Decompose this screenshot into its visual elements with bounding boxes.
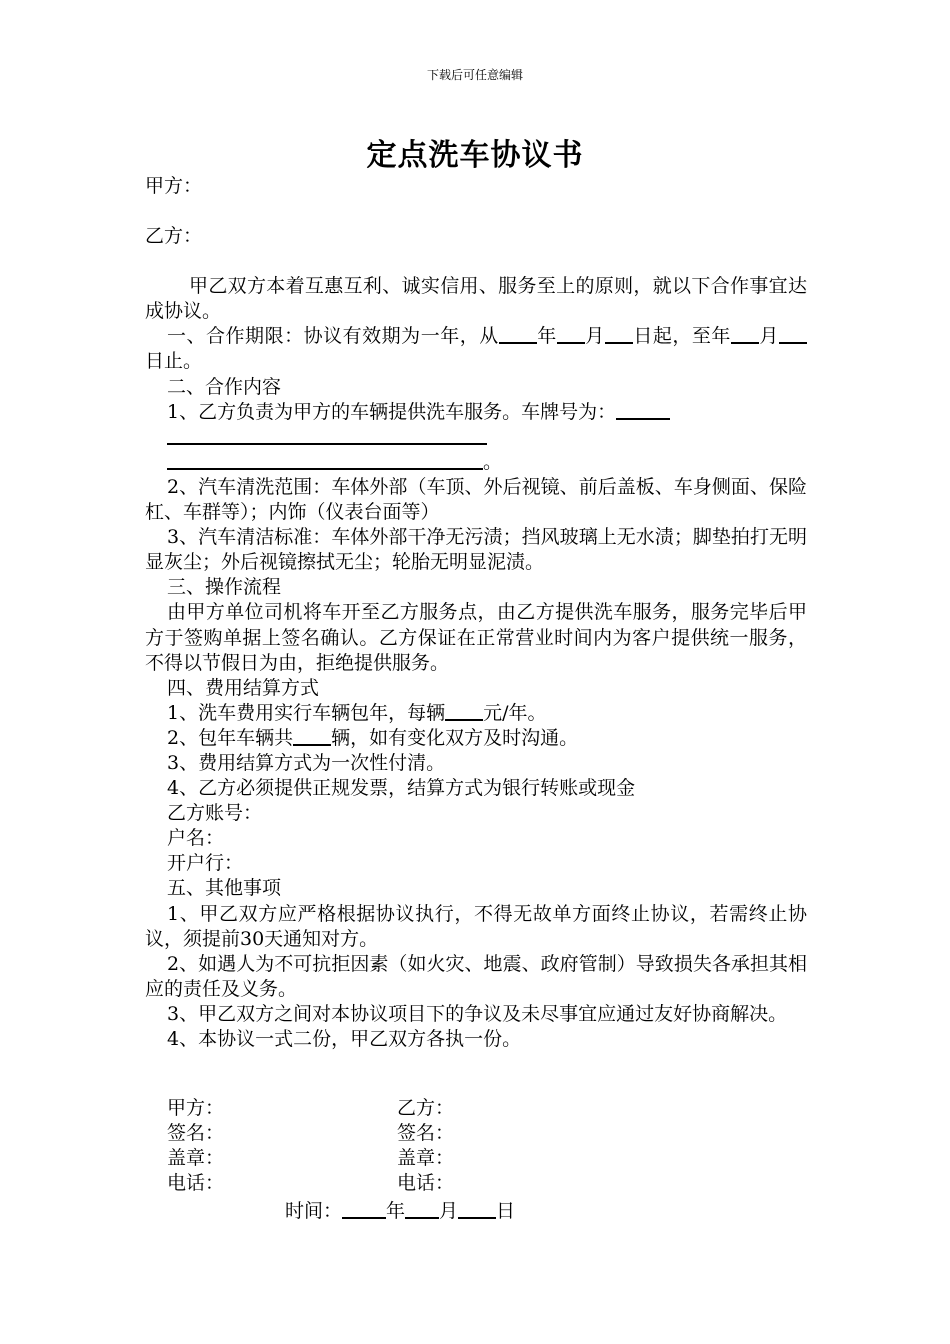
section-5-heading: 五、其他事项: [167, 877, 282, 900]
fee-clause-1: 1、洗车费用实行车辆包年，每辆 元/年。: [167, 701, 547, 724]
other-clause-3: 3、甲乙双方之间对本协议项目下的争议及未尽事宜应通过友好协商解决。: [167, 1002, 788, 1025]
account-name-label: 户名：: [167, 827, 225, 850]
fee-clause-4: 4、乙方必须提供正规发票，结算方式为银行转账或现金: [167, 777, 636, 800]
section-2-heading: 二、合作内容: [167, 375, 282, 398]
cleaning-scope-clause: 2、汽车清洗范围：车体外部（车顶、外后视镜、前后盖板、车身侧面、保险杠、车群等）；内饰（仪表台面等）: [145, 475, 807, 524]
plate-blank-line-1: [145, 425, 807, 450]
other-clause-4: 4、本协议一式二份，甲乙双方各执一份。: [167, 1028, 522, 1050]
account-number-label: 乙方账号：: [167, 802, 263, 825]
fee-blank: [445, 701, 483, 721]
process-paragraph: 由甲方单位司机将车开至乙方服务点，由乙方提供洗车服务，服务完毕后甲方于签购单据上签名确认。乙方保证在正常营业时间内为客户提供统一服务，不得以节假日为由，拒绝提供服务。: [145, 601, 807, 674]
plate-clause: 1、乙方负责为甲方的车辆提供洗车服务。车牌号为：: [145, 400, 807, 425]
party-b-line: 乙方：: [145, 225, 203, 248]
signature-block: [167, 1096, 667, 1196]
party-b-sign-label: 乙方：: [397, 1097, 455, 1119]
sign-day-blank: [458, 1199, 496, 1219]
end-day-blank: [779, 324, 807, 344]
cleaning-standard-clause: 3、汽车清洁标准：车体外部干净无污渍；挡风玻璃上无水渍；脚垫拍打无明显灰尘；外后视镜擦拭无尘；轮胎无明显泥渍。: [145, 526, 807, 574]
intro-paragraph: 甲乙双方本着互惠互利、诚实信用、服务至上的原则，就以下合作事宜达成协议。: [145, 275, 807, 323]
fee-clause-2: 2、包年车辆共 辆，如有变化双方及时沟通。: [167, 726, 579, 749]
start-year-blank: [499, 324, 537, 344]
page-header: 下载后可任意编辑: [426, 68, 523, 82]
date-line: 时间： 年 月 日: [285, 1200, 516, 1222]
bank-label: 开户行：: [167, 852, 244, 875]
party-b-signature-label: 签名：: [397, 1122, 455, 1145]
party-a-line: 甲方：: [145, 175, 203, 197]
document-body: [145, 174, 807, 1052]
end-month-blank: [731, 324, 759, 344]
term-clause: 一、合作期限：协议有效期为一年，从 年 月 日起，至年 月日止。: [145, 324, 807, 374]
sign-month-blank: [405, 1199, 439, 1219]
other-clause-2: 2、如遇人为不可抗拒因素（如火灾、地震、政府管制）导致损失各承担其相应的责任及义务。: [145, 952, 807, 1000]
section-4-heading: 四、费用结算方式: [167, 676, 320, 699]
party-b-seal-label: 盖章：: [397, 1147, 455, 1170]
plate-blank-line-2: 。: [145, 450, 807, 475]
party-a-seal-label: 盖章：: [167, 1147, 225, 1170]
document-title: 定点洗车协议书: [366, 138, 584, 173]
plate-blank: [616, 400, 670, 420]
party-a-phone-label: 电话：: [167, 1172, 225, 1195]
sign-year-blank: [342, 1199, 386, 1219]
section-3-heading: 三、操作流程: [167, 576, 282, 599]
party-a-signature-label: 签名：: [167, 1122, 225, 1145]
party-b-phone-label: 电话：: [397, 1172, 455, 1195]
fee-clause-3: 3、费用结算方式为一次性付清。: [167, 751, 446, 774]
other-clause-1: 1、甲乙双方应严格根据协议执行，不得无故单方面终止协议，若需终止协议，须提前30天通知对方。: [145, 902, 807, 950]
start-day-blank: [605, 324, 633, 344]
party-a-sign-label: 甲方：: [167, 1097, 225, 1119]
start-month-blank: [557, 324, 585, 344]
vehicle-count-blank: [293, 726, 331, 746]
